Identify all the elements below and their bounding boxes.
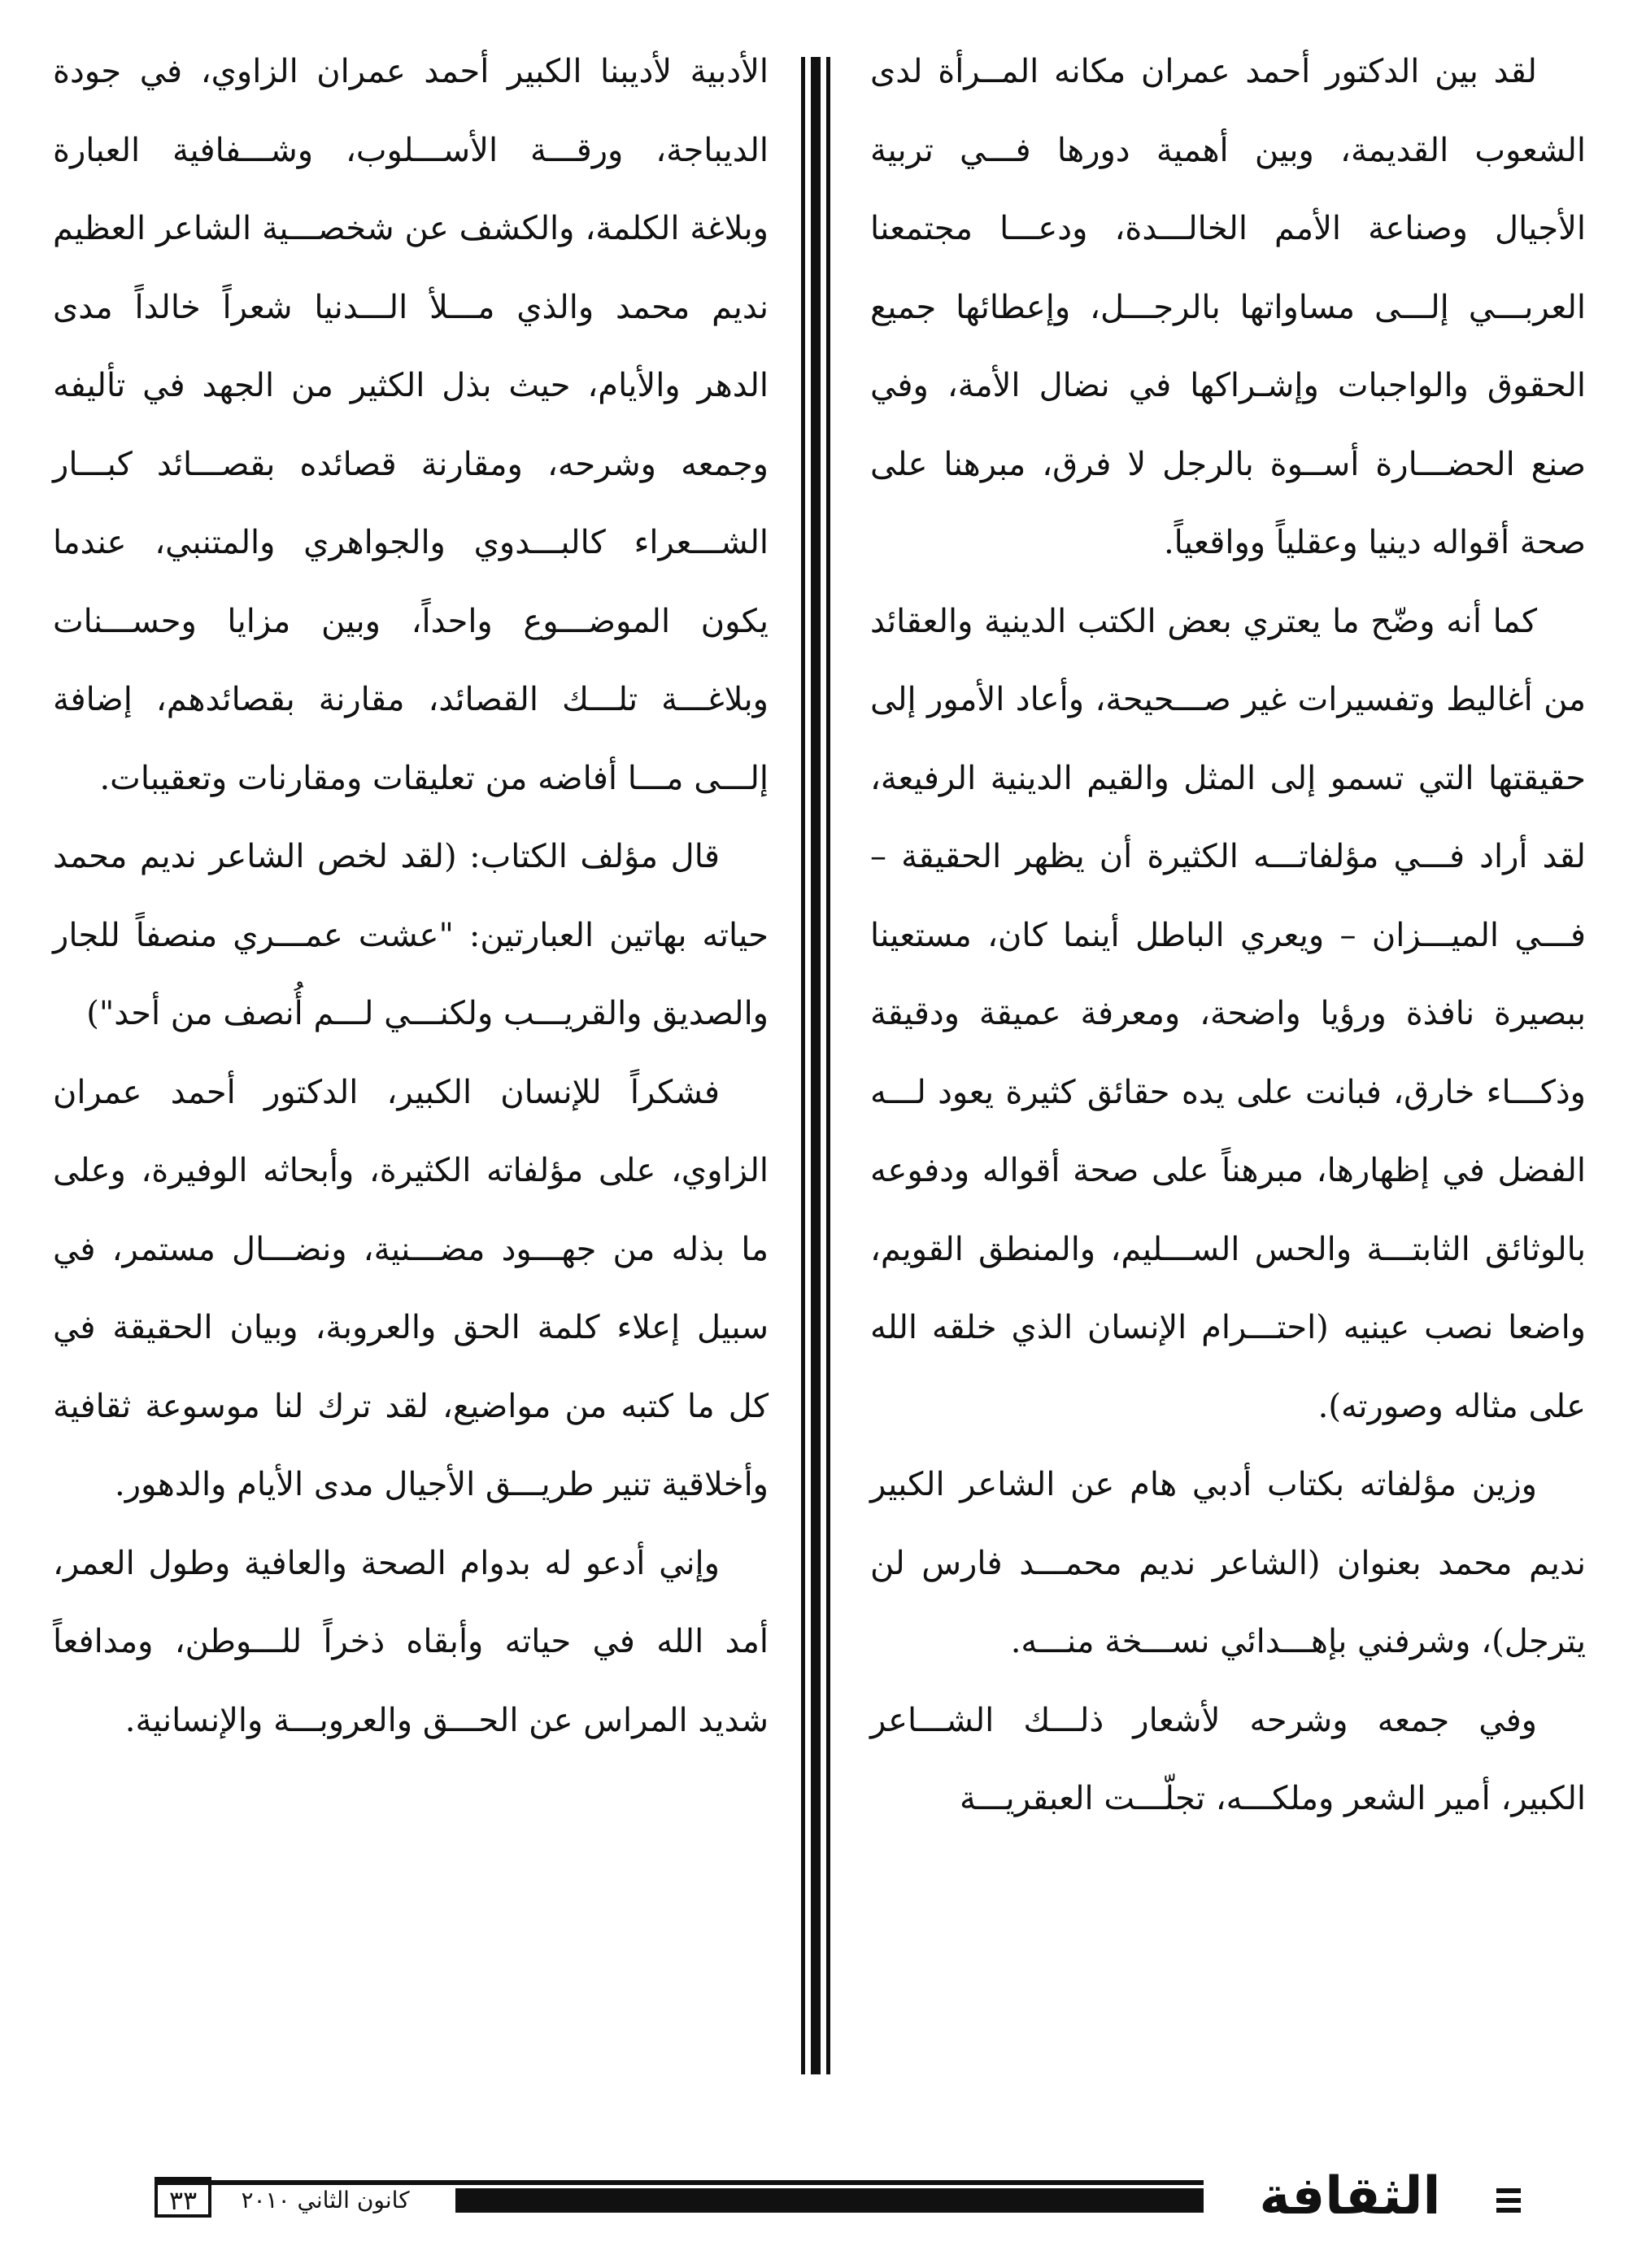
issue-date: كانون الثاني ٢٠١٠ — [241, 2187, 410, 2213]
left-paragraph-1: الأدبية لأديبنا الكبير أحمد عمران الزاوي، في جودة الديباجة، ورقـــة الأســـلوب، وشـــفافية العبارة وبلاغة الكلمة، والكشف عن شخصـــية الشاعر العظيم نديم محمد والذي مـــلأ الـــدنيا شعراً خالداً مدى الدهر والأيام، حيث بذل الكثير من الجهد في تأليفه وجمعه وشرحه، ومقارنة قصائده بقصـــائد كبـــار الشـــعراء كالبـــدوي والجواهري والمتنبي، عندما يكون الموضـــوع واحداً، وبين مزايا وحســـنات وبلاغـــة تلـــك القصائد، مقارنة بقصائدهم، إضافة إلـــى مـــا أفاضه من تعليقات ومقارنات وتعقيبات. — [53, 53, 769, 797]
left-paragraph-4: وإني أدعو له بدوام الصحة والعافية وطول العمر، أمد الله في حياته وأبقاه ذخراً للـــوطن، ومدافعاً شديد المراس عن الحـــق والعروبـــة والإنسانية. — [53, 1544, 769, 1739]
footer-thick-rule — [455, 2188, 1204, 2213]
right-paragraph-4: وفي جمعه وشرحه لأشعار ذلـــك الشـــاعر الكبير، أمير الشعر وملكـــه، تجلّـــت العبقريـــة — [870, 1701, 1586, 1817]
logo-bars-icon — [1496, 2188, 1521, 2221]
right-paragraph-2: كما أنه وضّح ما يعتري بعض الكتب الدينية والعقائد من أغاليط وتفسيرات غير صـــحيحة، وأعاد الأمور إلى حقيقتها التي تسمو إلى المثل والقيم الدينية الرفيعة، لقد أراد فـــي مؤلفاتـــه الكثيرة أن يظهر الحقيقة – فـــي الميـــزان – ويعري الباطل أينما كان، مستعينا ببصيرة نافذة ورؤيا واضحة، ومعرفة عميقة ودقيقة وذكـــاء خارق، فبانت على يده حقائق كثيرة يعود لـــه الفضل في إظهارها، مبرهناً على صحة أقواله ودفوعه بالوثائق الثابتـــة والحس الســـليم، والمنطق القويم، واضعا نصب عينيه (احتـــرام الإنسان الذي خلقه الله على مثاله وصورته). — [870, 602, 1587, 1425]
left-column — [53, 33, 769, 1760]
column-divider — [793, 57, 842, 2074]
right-paragraph-3: وزين مؤلفاته بكتاب أدبي هام عن الشاعر الكبير نديم محمد بعنوان (الشاعر نديم محمـــد فارس لن يترجل)، وشرفني بإهـــدائي نســـخة منـــه. — [870, 1466, 1586, 1660]
right-column — [870, 33, 1586, 1838]
left-paragraph-3: فشكراً للإنسان الكبير، الدكتور أحمد عمران الزاوي، على مؤلفاته الكثيرة، وأبحاثه الوفيرة، وعلى ما بذله من جهـــود مضـــنية، ونضـــال مستمر، في سبيل إعلاء كلمة الحق والعروبة، وبيان الحقيقة في كل ما كتبه من مواضيع، لقد ترك لنا موسوعة ثقافية وأخلاقية تنير طريـــق الأجيال مدى الأيام والدهور. — [53, 1073, 769, 1503]
magazine-logo: الثقافة — [1259, 2166, 1441, 2227]
page-number: ٣٣ — [155, 2177, 211, 2218]
right-paragraph-1: لقد بين الدكتور أحمد عمران مكانه المــرأة لدى الشعوب القديمة، وبين أهمية دورها فـــي تربية الأجيال وصناعة الأمم الخالـــدة، ودعـــا مجتمعنا العربـــي إلـــى مساواتها بالرجـــل، وإعطائها جميع الحقوق والواجبات وإشـراكها في نضال الأمة، وفي صنع الحضـــارة أســوة بالرجل لا فرق، مبرهنا على صحة أقواله دينيا وعقلياً وواقعياً. — [870, 53, 1586, 561]
page-footer — [0, 2164, 1633, 2229]
left-paragraph-2: قال مؤلف الكتاب: (لقد لخص الشاعر نديم محمد حياته بهاتين العبارتين: "عشت عمـــري منصفاً للجار والصديق والقريـــب ولكنـــي لـــم أُنصف من أحد") — [53, 838, 769, 1032]
